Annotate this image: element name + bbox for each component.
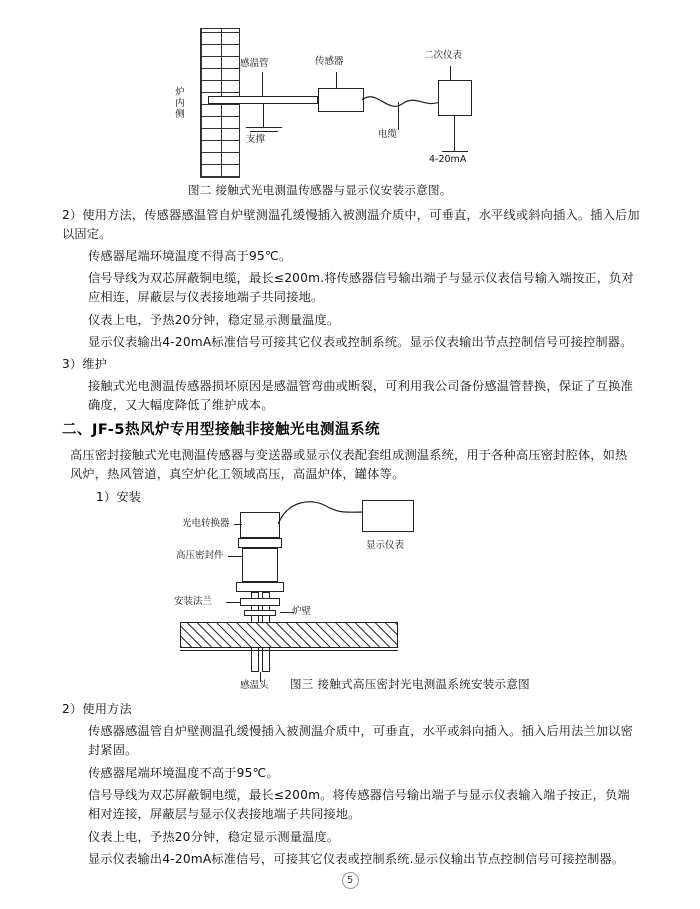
furnace-wall-hatched xyxy=(180,622,398,648)
label-cable: 电缆 xyxy=(378,129,398,140)
section1-paragraph-3: 信号导线为双芯屏蔽铜电缆，最长≤200m.将传感器信号输出端子与显示仪表信号输入端按正，负对应相连，屏蔽层与仪表接地端子共同接地。 xyxy=(88,271,634,304)
leader-line-flange xyxy=(226,602,240,603)
leader-line-converter xyxy=(234,524,242,525)
label-display-instrument: 显示仪表 xyxy=(366,540,405,551)
sensor-box-shape xyxy=(318,88,364,112)
mounting-flange-shape xyxy=(240,598,280,606)
label-signal-output: 4-20mA xyxy=(429,154,467,165)
seal-plate-top xyxy=(238,538,282,548)
page-number xyxy=(0,872,700,889)
support-post-line xyxy=(263,104,264,128)
section1-paragraph-5: 显示仪表输出4-20mA标准信号可接其它仪表或控制系统。显示仪表输出节点控制信号可接控制器。 xyxy=(88,335,633,349)
figure-two-diagram xyxy=(150,490,570,690)
section1-paragraph-6: 3）维护 xyxy=(62,357,108,371)
figure-one-diagram xyxy=(150,28,570,178)
instrument-lead-line xyxy=(454,116,455,152)
furnace-wall-baseline xyxy=(180,650,398,651)
support-base-line-2 xyxy=(250,131,278,132)
leader-line-sensor xyxy=(336,72,337,88)
photoelectric-converter-box xyxy=(240,512,280,538)
converter-cable-curve xyxy=(278,496,374,540)
secondary-instrument-box xyxy=(438,80,472,116)
label-photoelectric-converter: 光电转换器 xyxy=(182,518,230,529)
label-high-pressure-seal: 高压密封件 xyxy=(176,550,224,561)
label-support: 支撑 xyxy=(246,134,266,145)
section3-paragraph-4: 信号导线为双芯屏蔽铜电缆，最长≤200m。将传感器信号输出端子与显示仪表输入端子按正，负端相对连接，屏蔽层与显示仪表接地端子共同接地。 xyxy=(88,788,630,821)
leader-line-instrument xyxy=(450,66,451,80)
figure-two-caption: 图三 接触式高压密封光电测温系统安装示意图 xyxy=(290,677,530,691)
section1-paragraph-7: 接触式光电测温传感器损坏原因是感温管弯曲或断裂，可利用我公司备份感温管替换，保证了互换准确度，又大幅度降低了维护成本。 xyxy=(88,379,634,412)
seal-plate-bottom xyxy=(236,582,284,592)
section3-paragraph-1: 2）使用方法 xyxy=(62,702,132,716)
label-mounting-flange: 安装法兰 xyxy=(174,596,213,607)
label-temperature-tube: 感温管 xyxy=(240,58,269,69)
label-furnace-wall: 炉壁 xyxy=(292,606,312,617)
section2-paragraph-1: 高压密封接触式光电测温传感器与变送器或显示仪表配套组成测温系统，用于各种高压密封腔体，如热风炉，热风管道，真空炉化工领域高压，高温炉体，罐体等。 xyxy=(70,448,628,481)
section1-paragraph-1: 2）使用方法，传感器感温管自炉壁测温孔缓慢插入被测温介质中，可垂直，水平线或斜向插入。插入后加以固定。 xyxy=(62,208,640,241)
label-temp-probe: 感温头 xyxy=(240,680,269,691)
high-pressure-seal-body xyxy=(242,548,278,582)
label-sensor: 传感器 xyxy=(315,56,344,67)
display-instrument-box xyxy=(362,500,414,532)
section3-paragraph-2: 传感器感温管自炉壁测温孔缓慢插入被测温介质中，可垂直，水平或斜向插入。插入后用法兰加以密封紧固。 xyxy=(88,724,634,757)
mounting-flange-shape-2 xyxy=(244,610,276,616)
label-furnace-inside: 炉内侧 xyxy=(175,87,185,120)
label-secondary-instrument: 二次仪表 xyxy=(424,50,463,61)
page-number-value: 5 xyxy=(342,872,359,889)
leader-line-temp-tube xyxy=(262,72,263,96)
section1-paragraph-2: 传感器尾端环境温度不得高于95℃。 xyxy=(88,249,292,263)
section3-paragraph-6: 显示仪表输出4-20mA标准信号，可接其它仪表或控制系统.显示仪输出节点控制信号可接控制器。 xyxy=(88,852,625,866)
section2-heading: 二、JF-5热风炉专用型接触非接触光电测温系统 xyxy=(62,422,380,438)
section2-paragraph-2: 1）安装 xyxy=(96,490,142,504)
leader-line-cable xyxy=(398,102,399,130)
section3-paragraph-3: 传感器尾端环境温度不高于95℃。 xyxy=(88,766,279,780)
temperature-tube-shape xyxy=(208,96,318,104)
instrument-ground-line xyxy=(442,151,468,152)
leader-line-seal xyxy=(228,556,242,557)
section1-paragraph-4: 仪表上电，予热20分钟，稳定显示测量温度。 xyxy=(88,313,340,327)
support-base-line xyxy=(246,127,282,128)
figure-one-caption: 图二 接触式光电测温传感器与显示仪安装示意图。 xyxy=(188,183,452,197)
section3-paragraph-5: 仪表上电，予热20分钟，稳定显示测量温度。 xyxy=(88,830,340,844)
